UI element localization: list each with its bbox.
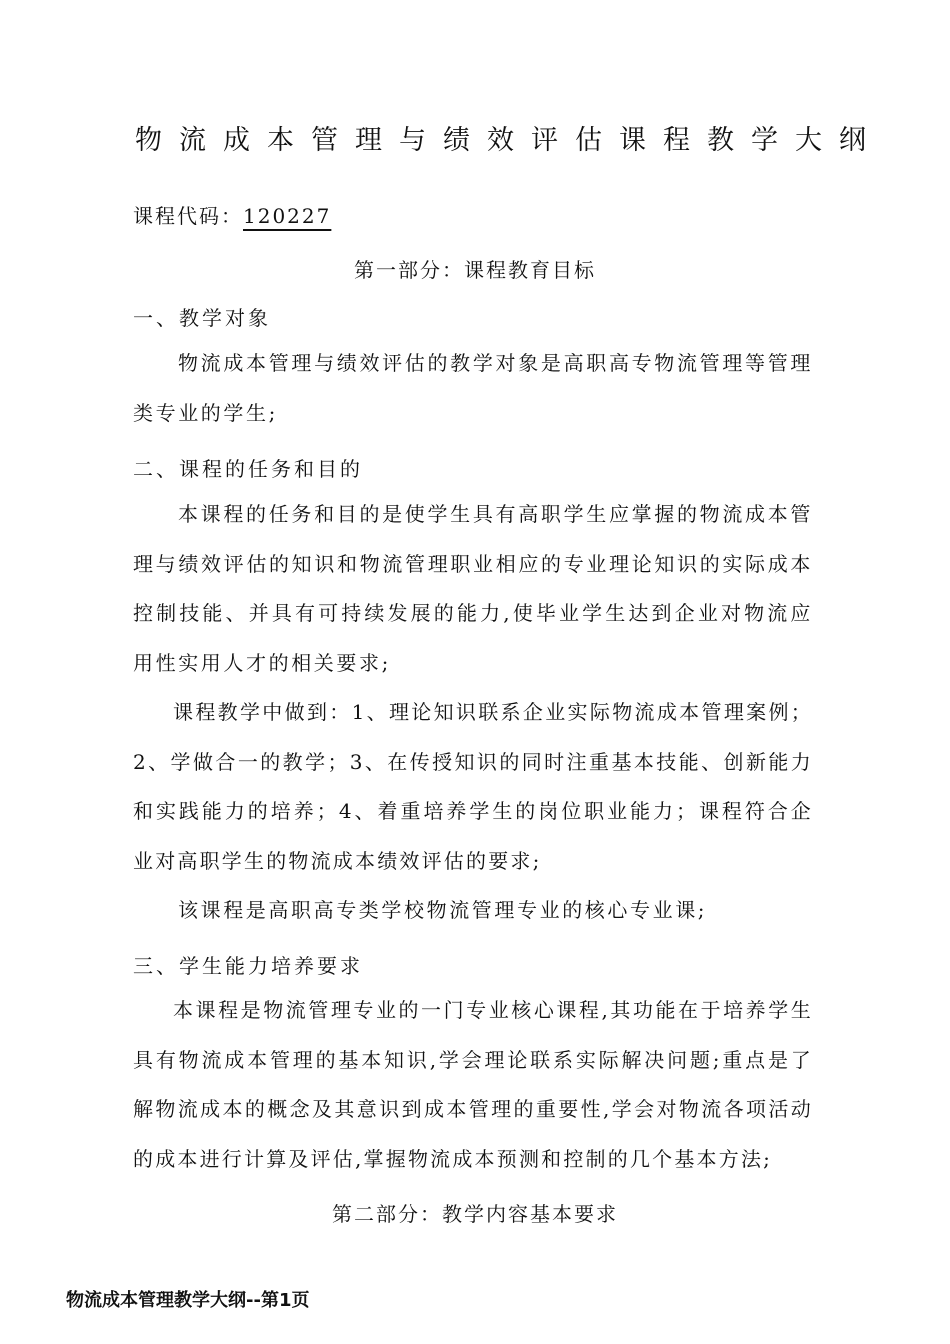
part1-title: 第一部分：课程教育目标 xyxy=(354,258,596,282)
section-heading-task-purpose: 二、课程的任务和目的 xyxy=(133,457,363,481)
part2-title: 第二部分：教学内容基本要求 xyxy=(332,1202,618,1226)
paragraph-teaching-methods: 课程教学中做到：1、理论知识联系企业实际物流成本管理案例；2、学做合一的教学；3、在传授知识的同时注重基本技能、创新能力和实践能力的培养；4、着重培养学生的岗位职业能力；课程符合企业对高职学生的物流成本绩效评估的要求; xyxy=(133,700,813,873)
paragraph-teaching-target: 物流成本管理与绩效评估的教学对象是高职高专物流管理等管理类专业的学生; xyxy=(133,351,813,425)
paragraph-ability-requirements: 本课程是物流管理专业的一门专业核心课程,其功能在于培养学生具有物流成本管理的基本知识,学会理论联系实际解决问题;重点是了解物流成本的概念及其意识到成本管理的重要性,学会对物流各项活动的成本进行计算及评估,掌握物流成本预测和控制的几个基本方法; xyxy=(133,998,813,1171)
course-code-label: 课程代码： xyxy=(133,204,243,228)
course-code-value: 120227 xyxy=(243,204,332,228)
course-code-row xyxy=(133,200,331,229)
section-heading-ability-requirements: 三、学生能力培养要求 xyxy=(133,954,363,978)
paragraph-core-course: 该课程是高职高专类学校物流管理专业的核心专业课; xyxy=(178,898,708,922)
paragraph-task-purpose: 本课程的任务和目的是使学生具有高职学生应掌握的物流成本管理与绩效评估的知识和物流管理职业相应的专业理论知识的实际成本控制技能、并具有可持续发展的能力,使毕业学生达到企业对物流应用性实用人才的相关要求; xyxy=(133,502,813,675)
section-heading-teaching-target: 一、教学对象 xyxy=(133,306,271,330)
page-footer: 物流成本管理教学大纲--第1页 xyxy=(66,1290,310,1311)
document-title: 物流成本管理与绩效评估课程教学大纲 xyxy=(135,125,883,156)
